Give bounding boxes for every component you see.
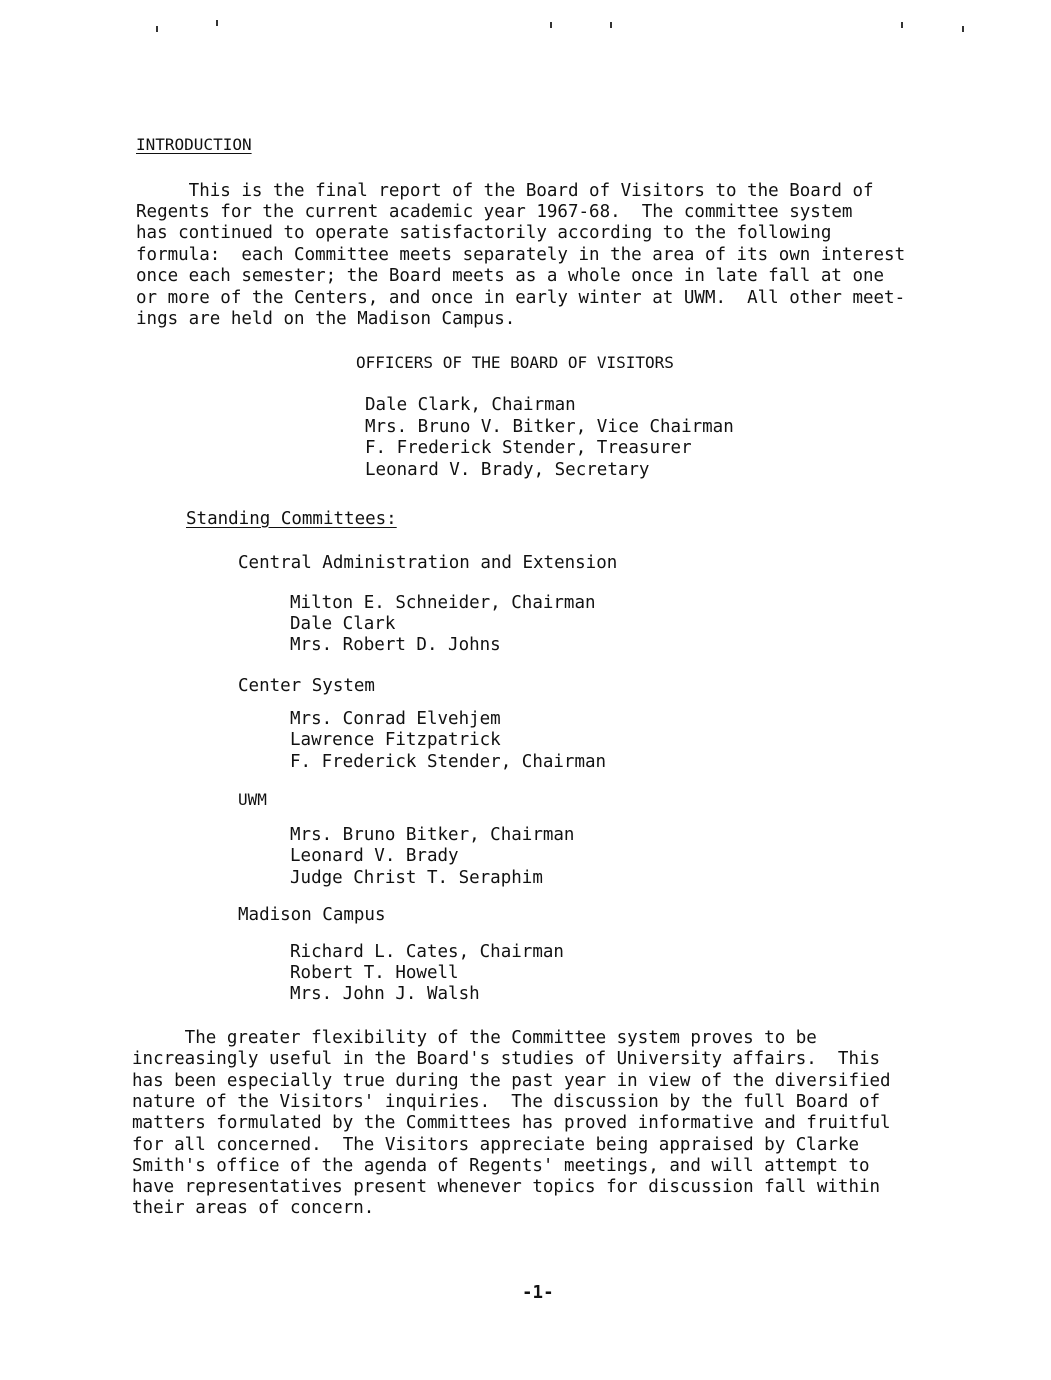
text-line: Regents for the current academic year 1967-68. The committee system [136,202,853,222]
text-line: increasingly useful in the Board's studies of University affairs. This [132,1049,881,1069]
scan-mark [216,20,218,26]
section-heading: INTRODUCTION [136,135,252,154]
scan-mark [901,22,903,28]
text-line: for all concerned. The Visitors appreciate being appraised by Clarke [132,1135,859,1155]
text-line: formula: each Committee meets separately in the area of its own interest [136,245,906,265]
officer-name: Leonard V. Brady, Secretary [365,460,650,480]
committee-member: Mrs. Bruno Bitker, Chairman [290,825,575,845]
text-line: their areas of concern. [132,1198,375,1218]
text-line: ings are held on the Madison Campus. [136,309,516,329]
officer-name: Mrs. Bruno V. Bitker, Vice Chairman [365,417,734,437]
text-line: Smith's office of the agenda of Regents' meetings, and will attempt to [132,1156,870,1176]
page-number: -1- [522,1283,554,1303]
text-line: once each semester; the Board meets as a whole once in late fall at one [136,266,885,286]
committee-member: Milton E. Schneider, Chairman [290,593,596,613]
committee-member: Lawrence Fitzpatrick [290,730,501,750]
committee-member: Mrs. Robert D. Johns [290,635,501,655]
text-line: or more of the Centers, and once in early winter at UWM. All other meet- [136,288,906,308]
committee-member: F. Frederick Stender, Chairman [290,752,607,772]
committee-member: Dale Clark [290,614,396,634]
scan-mark [156,26,158,32]
text-line: has been especially true during the past year in view of the diversified [132,1071,891,1091]
committee-member: Judge Christ T. Seraphim [290,868,543,888]
text-line: nature of the Visitors' inquiries. The discussion by the full Board of [132,1092,881,1112]
committee-member: Leonard V. Brady [290,846,459,866]
text-line: has continued to operate satisfactorily according to the following [136,223,832,243]
committee-name: Madison Campus [238,905,386,925]
committee-name: UWM [238,790,267,809]
officer-name: Dale Clark, Chairman [365,395,576,415]
committee-member: Robert T. Howell [290,963,459,983]
scan-mark [610,22,612,28]
committee-name: Central Administration and Extension [238,553,618,573]
text-line: have representatives present whenever topics for discussion fall within [132,1177,881,1197]
standing-committees-title: Standing Committees: [186,509,397,529]
text-line: This is the final report of the Board of Visitors to the Board of [136,181,874,201]
committee-member: Mrs. Conrad Elvehjem [290,709,501,729]
officers-title: OFFICERS OF THE BOARD OF VISITORS [356,353,674,372]
officer-name: F. Frederick Stender, Treasurer [365,438,692,458]
committee-name: Center System [238,676,375,696]
committee-member: Richard L. Cates, Chairman [290,942,564,962]
text-line: matters formulated by the Committees has proved informative and fruitful [132,1113,891,1133]
scan-mark [962,26,964,32]
text-line: The greater flexibility of the Committee system proves to be [132,1028,817,1048]
committee-member: Mrs. John J. Walsh [290,984,480,1004]
scan-mark [550,22,552,28]
